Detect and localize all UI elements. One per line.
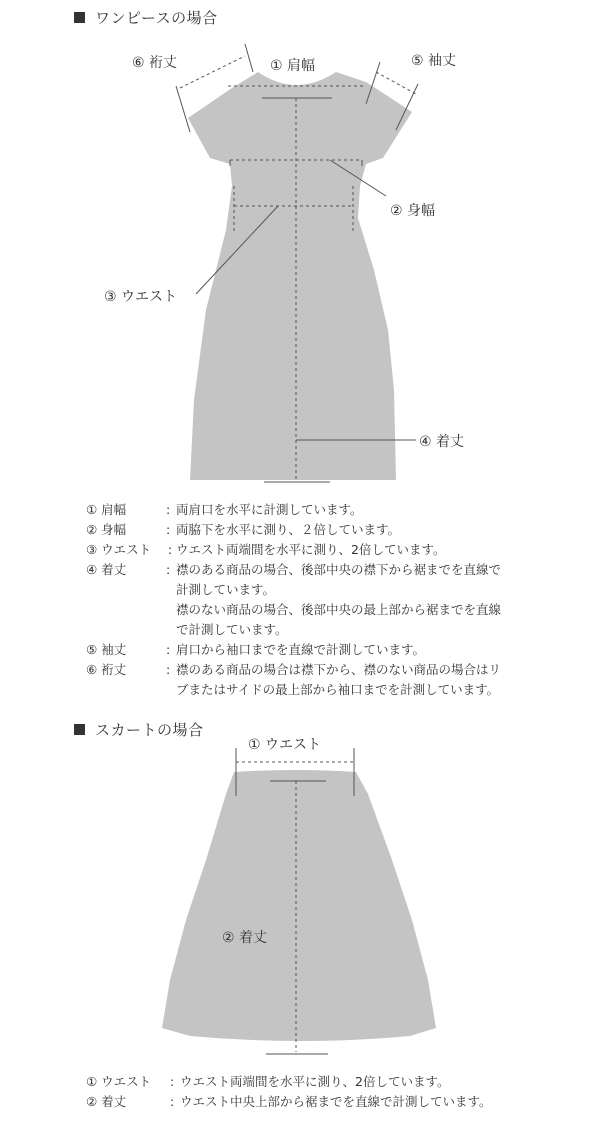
dress-diagram (0, 0, 600, 490)
note-row (86, 1092, 540, 1112)
note-row (86, 560, 512, 640)
skirt-section-title-text: スカートの場合 (95, 721, 204, 739)
note-term: ⑥ 裄丈 (86, 662, 127, 677)
note-desc: ウエスト中央上部から裾までを直線で計測しています。 (180, 1094, 492, 1109)
note-desc: 襟のある商品の場合は襟下から、襟のない商品の場合はリブまたはサイドの最上部から袖口までを計測しています。 (176, 662, 502, 697)
note-desc: 両肩口を水平に計測しています。 (176, 502, 363, 517)
note-desc: ウエスト両端間を水平に測り、2倍しています。 (176, 542, 446, 557)
note-term: ① ウエスト (86, 1074, 152, 1089)
note-term: ⑤ 袖丈 (86, 642, 127, 657)
note-colon: : (170, 1074, 175, 1089)
note-colon: : (166, 562, 171, 577)
label-chest: ② 身幅 (390, 203, 436, 219)
left-sleeve-outer (176, 86, 190, 132)
label-sleeve-top: ⑥ 裄丈 (132, 55, 178, 71)
label-waist: ③ ウエスト (104, 289, 178, 305)
note-desc-group (176, 560, 512, 640)
note-row (86, 500, 512, 520)
skirt-silhouette (162, 770, 436, 1041)
dress-notes (86, 500, 512, 700)
note-desc: 両脇下を水平に測り、２倍しています。 (176, 522, 401, 537)
note-term: ④ 着丈 (86, 562, 127, 577)
note-row (86, 660, 512, 700)
left-sleeve-diag (180, 56, 245, 88)
note-colon: : (166, 642, 171, 657)
dress-section-title-text: ワンピースの場合 (95, 9, 218, 27)
label-sleeve: ⑤ 袖丈 (411, 53, 457, 69)
note-colon: : (166, 662, 171, 677)
note-term: ① 肩幅 (86, 502, 127, 517)
skirt-diagram (0, 730, 600, 1062)
note-term: ② 身幅 (86, 522, 127, 537)
note-desc-2: 襟のない商品の場合、後部中央の最上部から裾までを直線で計測しています。 (176, 602, 502, 637)
note-row (86, 1072, 540, 1092)
note-term: ③ ウエスト (86, 542, 152, 557)
note-colon: : (166, 502, 171, 517)
note-row (86, 540, 512, 560)
skirt-notes (86, 1072, 540, 1112)
note-desc: ウエスト両端間を水平に測り、2倍しています。 (180, 1074, 450, 1089)
note-term: ② 着丈 (86, 1094, 127, 1109)
note-desc: 襟のある商品の場合、後部中央の襟下から裾までを直線で計測しています。 (176, 562, 502, 597)
note-desc: 肩口から袖口までを直線で計測しています。 (176, 642, 426, 657)
skirt-label-length: ② 着丈 (222, 930, 268, 946)
note-colon: : (166, 522, 171, 537)
label-shoulder: ① 肩幅 (270, 58, 316, 74)
note-colon: : (170, 1094, 175, 1109)
label-length: ④ 着丈 (419, 434, 465, 450)
left-sleeve-tick (245, 44, 253, 72)
note-colon: : (168, 542, 173, 557)
skirt-label-waist: ① ウエスト (248, 737, 322, 753)
note-row (86, 640, 512, 660)
dress-silhouette (188, 72, 412, 480)
note-row (86, 520, 512, 540)
right-sleeve-diag (376, 72, 416, 94)
